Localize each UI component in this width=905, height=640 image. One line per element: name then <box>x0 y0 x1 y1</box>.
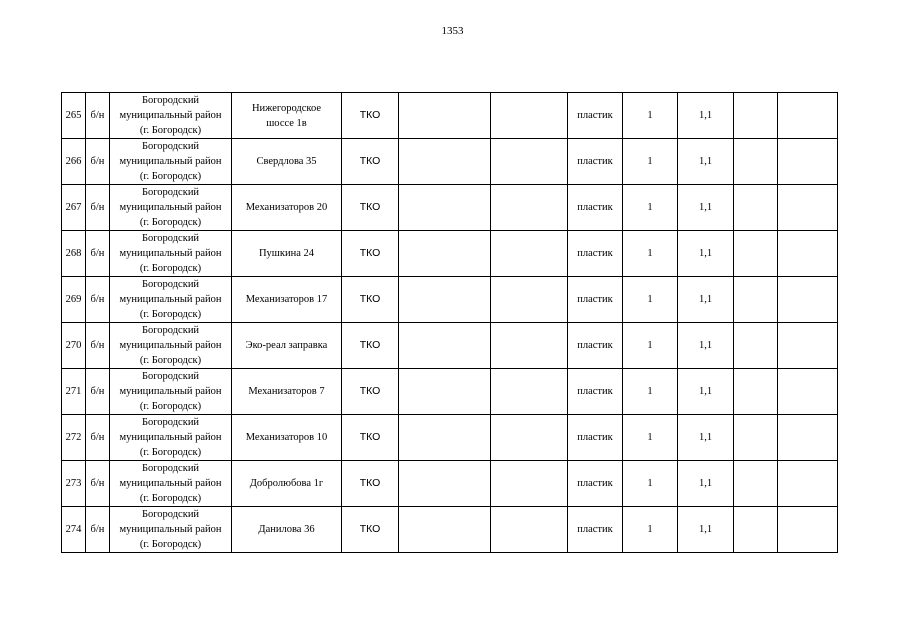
empty-cell-7 <box>491 369 568 415</box>
empty-cell-12 <box>778 277 838 323</box>
row-number-cell: 266 <box>62 139 86 185</box>
empty-cell-12 <box>778 369 838 415</box>
container-volume-cell: 1,1 <box>678 185 734 231</box>
empty-cell-11 <box>734 277 778 323</box>
address-cell-line: Эко-реал заправка <box>245 340 328 351</box>
empty-cell-6 <box>399 185 491 231</box>
empty-cell-11 <box>734 185 778 231</box>
district-cell <box>110 231 232 277</box>
container-count-cell: 1 <box>623 139 678 185</box>
table-row <box>62 369 838 415</box>
empty-cell-11 <box>734 415 778 461</box>
container-count-cell: 1 <box>623 185 678 231</box>
container-material-cell: пластик <box>568 93 623 139</box>
district-cell <box>110 369 232 415</box>
district-cell-line: (г. Богородск) <box>139 217 202 228</box>
empty-cell-11 <box>734 231 778 277</box>
container-volume-cell: 1,1 <box>678 323 734 369</box>
registry-mark-cell: б/н <box>86 369 110 415</box>
registry-mark-cell: б/н <box>86 277 110 323</box>
row-number-cell: 268 <box>62 231 86 277</box>
district-cell-line: (г. Богородск) <box>139 401 202 412</box>
empty-cell-7 <box>491 139 568 185</box>
district-cell-line: Богородский <box>141 279 200 290</box>
container-volume-cell: 1,1 <box>678 277 734 323</box>
container-volume-cell: 1,1 <box>678 231 734 277</box>
address-cell <box>232 461 342 507</box>
district-cell <box>110 415 232 461</box>
address-cell <box>232 93 342 139</box>
table-row <box>62 277 838 323</box>
waste-type-cell: ТКО <box>342 415 399 461</box>
district-cell-line: (г. Богородск) <box>139 539 202 550</box>
address-cell-line: Механизаторов 17 <box>245 294 328 305</box>
district-cell-line: муниципальный район <box>119 432 222 443</box>
container-count-cell: 1 <box>623 323 678 369</box>
address-cell-line: Добролюбова 1г <box>249 478 324 489</box>
empty-cell-12 <box>778 323 838 369</box>
container-material-cell: пластик <box>568 461 623 507</box>
address-cell-line: шоссе 1в <box>266 117 307 129</box>
empty-cell-6 <box>399 507 491 553</box>
district-cell <box>110 507 232 553</box>
row-number-cell: 267 <box>62 185 86 231</box>
empty-cell-11 <box>734 139 778 185</box>
page-number: 1353 <box>441 25 464 37</box>
empty-cell-6 <box>399 277 491 323</box>
district-cell <box>110 323 232 369</box>
container-material-cell: пластик <box>568 369 623 415</box>
table-row <box>62 323 838 369</box>
address-cell <box>232 277 342 323</box>
empty-cell-11 <box>734 369 778 415</box>
district-cell-line: муниципальный район <box>119 110 222 121</box>
empty-cell-6 <box>399 93 491 139</box>
empty-cell-12 <box>778 415 838 461</box>
table-row <box>62 507 838 553</box>
empty-cell-7 <box>491 185 568 231</box>
container-volume-cell: 1,1 <box>678 415 734 461</box>
waste-type-cell: ТКО <box>342 507 399 553</box>
address-cell-line: Данилова 36 <box>258 524 315 535</box>
address-cell <box>232 507 342 553</box>
empty-cell-6 <box>399 139 491 185</box>
container-material-cell: пластик <box>568 185 623 231</box>
district-cell-line: муниципальный район <box>119 248 222 259</box>
waste-type-cell: ТКО <box>342 277 399 323</box>
row-number-cell: 265 <box>62 93 86 139</box>
container-count-cell: 1 <box>623 461 678 507</box>
registry-mark-cell: б/н <box>86 185 110 231</box>
waste-type-cell: ТКО <box>342 93 399 139</box>
address-cell-line: Пушкина 24 <box>258 248 315 259</box>
district-cell-line: (г. Богородск) <box>139 493 202 504</box>
waste-type-cell: ТКО <box>342 139 399 185</box>
district-cell-line: Богородский <box>141 509 200 520</box>
registry-mark-cell: б/н <box>86 231 110 277</box>
district-cell-line: муниципальный район <box>119 340 222 351</box>
registry-mark-cell: б/н <box>86 415 110 461</box>
district-cell-line: (г. Богородск) <box>139 355 202 366</box>
container-material-cell: пластик <box>568 139 623 185</box>
container-volume-cell: 1,1 <box>678 507 734 553</box>
container-count-cell: 1 <box>623 231 678 277</box>
empty-cell-6 <box>399 323 491 369</box>
registry-mark-cell: б/н <box>86 507 110 553</box>
address-cell <box>232 369 342 415</box>
table-row <box>62 185 838 231</box>
registry-mark-cell: б/н <box>86 139 110 185</box>
container-material-cell: пластик <box>568 231 623 277</box>
row-number-cell: 271 <box>62 369 86 415</box>
district-cell-line: муниципальный район <box>119 294 222 305</box>
waste-type-cell: ТКО <box>342 461 399 507</box>
table-row <box>62 415 838 461</box>
address-cell <box>232 139 342 185</box>
district-cell-line: муниципальный район <box>119 386 222 397</box>
address-cell-line: Свердлова 35 <box>256 156 317 167</box>
district-cell-line: Богородский <box>141 417 200 428</box>
container-volume-cell: 1,1 <box>678 93 734 139</box>
container-material-cell: пластик <box>568 415 623 461</box>
table-row <box>62 93 838 139</box>
empty-cell-6 <box>399 231 491 277</box>
district-cell-line: Богородский <box>141 187 200 198</box>
row-number-cell: 269 <box>62 277 86 323</box>
container-site-table <box>61 92 838 553</box>
district-cell-line: муниципальный район <box>119 478 222 489</box>
district-cell-line: муниципальный район <box>119 156 222 167</box>
empty-cell-12 <box>778 93 838 139</box>
empty-cell-7 <box>491 323 568 369</box>
empty-cell-6 <box>399 415 491 461</box>
empty-cell-11 <box>734 93 778 139</box>
row-number-cell: 270 <box>62 323 86 369</box>
waste-type-cell: ТКО <box>342 231 399 277</box>
district-cell-line: муниципальный район <box>119 524 222 535</box>
empty-cell-7 <box>491 93 568 139</box>
address-cell-line: Механизаторов 20 <box>245 202 328 213</box>
table-body <box>62 93 838 553</box>
container-count-cell: 1 <box>623 369 678 415</box>
empty-cell-6 <box>399 461 491 507</box>
district-cell <box>110 185 232 231</box>
address-cell <box>232 415 342 461</box>
district-cell <box>110 277 232 323</box>
address-cell <box>232 231 342 277</box>
empty-cell-11 <box>734 461 778 507</box>
empty-cell-7 <box>491 231 568 277</box>
address-cell-line: Механизаторов 10 <box>245 432 328 443</box>
row-number-cell: 272 <box>62 415 86 461</box>
empty-cell-11 <box>734 323 778 369</box>
district-cell-line: Богородский <box>141 325 200 336</box>
container-material-cell: пластик <box>568 323 623 369</box>
waste-type-cell: ТКО <box>342 369 399 415</box>
empty-cell-6 <box>399 369 491 415</box>
waste-type-cell: ТКО <box>342 185 399 231</box>
empty-cell-7 <box>491 415 568 461</box>
empty-cell-11 <box>734 507 778 553</box>
address-cell <box>232 185 342 231</box>
container-volume-cell: 1,1 <box>678 461 734 507</box>
empty-cell-12 <box>778 461 838 507</box>
row-number-cell: 273 <box>62 461 86 507</box>
empty-cell-12 <box>778 507 838 553</box>
address-cell-line: Механизаторов 7 <box>248 386 325 397</box>
district-cell-line: Богородский <box>141 141 200 152</box>
registry-mark-cell: б/н <box>86 93 110 139</box>
district-cell-line: (г. Богородск) <box>139 125 202 136</box>
container-volume-cell: 1,1 <box>678 139 734 185</box>
registry-mark-cell: б/н <box>86 461 110 507</box>
address-cell <box>232 323 342 369</box>
empty-cell-7 <box>491 507 568 553</box>
district-cell-line: Богородский <box>141 371 200 382</box>
empty-cell-7 <box>491 277 568 323</box>
row-number-cell: 274 <box>62 507 86 553</box>
district-cell-line: Богородский <box>141 463 200 474</box>
container-material-cell: пластик <box>568 507 623 553</box>
district-cell-line: Богородский <box>141 233 200 244</box>
container-count-cell: 1 <box>623 415 678 461</box>
address-cell-line: Нижегородское <box>251 102 322 114</box>
container-count-cell: 1 <box>623 507 678 553</box>
table-row <box>62 231 838 277</box>
district-cell-line: (г. Богородск) <box>139 309 202 320</box>
district-cell-line: (г. Богородск) <box>139 171 202 182</box>
empty-cell-12 <box>778 185 838 231</box>
table-row <box>62 461 838 507</box>
container-count-cell: 1 <box>623 277 678 323</box>
waste-type-cell: ТКО <box>342 323 399 369</box>
district-cell-line: (г. Богородск) <box>139 263 202 274</box>
district-cell-line: (г. Богородск) <box>139 447 202 458</box>
district-cell-line: Богородский <box>141 95 200 106</box>
container-count-cell: 1 <box>623 93 678 139</box>
container-material-cell: пластик <box>568 277 623 323</box>
district-cell <box>110 93 232 139</box>
empty-cell-7 <box>491 461 568 507</box>
district-cell <box>110 139 232 185</box>
district-cell-line: муниципальный район <box>119 202 222 213</box>
empty-cell-12 <box>778 139 838 185</box>
container-volume-cell: 1,1 <box>678 369 734 415</box>
district-cell <box>110 461 232 507</box>
registry-mark-cell: б/н <box>86 323 110 369</box>
table-row <box>62 139 838 185</box>
empty-cell-12 <box>778 231 838 277</box>
